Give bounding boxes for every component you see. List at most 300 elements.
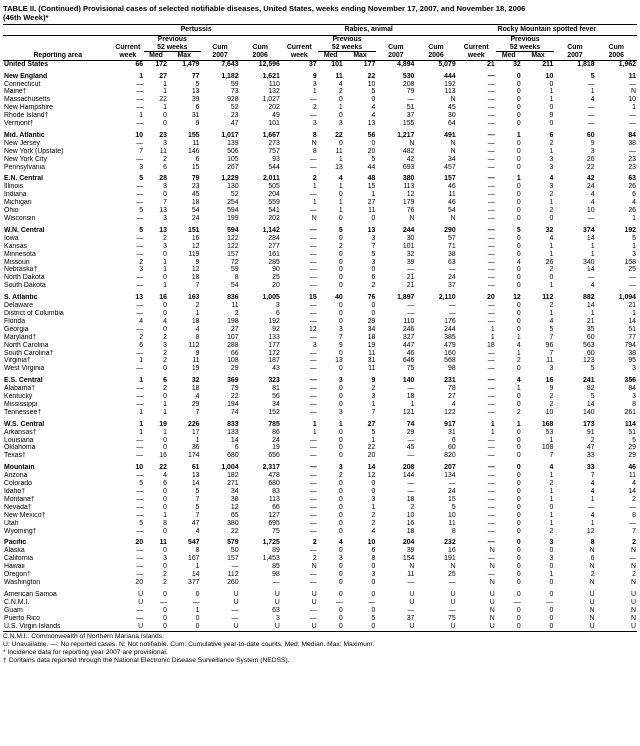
value-cell: 24 — [272, 436, 280, 444]
value-cell: N — [631, 547, 636, 555]
value-cell: — — [487, 120, 495, 128]
value-cell: 244 — [444, 325, 456, 333]
table-row — [3, 488, 637, 496]
value-cell: 385 — [444, 333, 456, 341]
table-row — [3, 472, 637, 480]
value-cell: 23 — [628, 163, 636, 171]
value-cell: 77 — [191, 72, 200, 80]
value-cell: 5 — [549, 325, 554, 333]
value-cell: — — [587, 503, 595, 511]
value-cell: 23 — [230, 112, 239, 120]
value-cell: 101 — [331, 60, 343, 68]
value-cell: 0 — [516, 96, 521, 104]
value-cell: — — [487, 408, 495, 416]
value-cell: — — [309, 266, 317, 274]
value-cell: — — [487, 274, 495, 282]
value-cell: 202 — [268, 104, 280, 112]
reporting-area-cell: Georgia — [4, 325, 29, 333]
value-cell: — — [309, 614, 317, 622]
table-row — [3, 401, 637, 409]
value-cell: 7 — [163, 199, 167, 207]
value-cell: 2 — [632, 539, 636, 547]
value-cell: 5 — [338, 226, 343, 234]
value-cell: 13 — [159, 207, 167, 215]
value-cell: 1 — [549, 488, 554, 495]
value-cell: — — [309, 571, 317, 579]
value-cell: — — [309, 472, 317, 480]
value-cell: 24 — [586, 183, 595, 191]
value-cell: 4 — [549, 317, 554, 325]
value-cell: 1 — [139, 420, 144, 428]
value-cell: N — [631, 606, 636, 614]
value-cell: — — [231, 563, 239, 571]
value-cell: — — [487, 503, 495, 511]
value-cell: 285 — [268, 258, 280, 266]
value-cell: 3 — [338, 408, 343, 416]
table-row — [3, 591, 637, 599]
value-cell: 160 — [444, 349, 456, 357]
value-cell: 1,897 — [397, 294, 415, 302]
value-cell: 2 — [632, 495, 636, 503]
value-cell: 22 — [230, 393, 239, 401]
value-cell: 0 — [516, 215, 521, 222]
value-cell: 1 — [549, 436, 554, 444]
value-cell: — — [487, 80, 495, 88]
table-row — [3, 555, 637, 563]
value-cell: — — [309, 309, 317, 317]
value-cell: 5 — [371, 155, 376, 163]
value-cell: 1 — [549, 199, 554, 207]
value-cell: 0 — [516, 155, 521, 163]
value-cell: 0 — [549, 120, 554, 128]
value-cell: 14 — [367, 464, 376, 472]
value-cell: — — [487, 226, 495, 234]
value-cell: U — [274, 590, 280, 598]
value-cell: 0 — [516, 80, 521, 88]
table-row — [3, 81, 637, 89]
value-cell: N — [450, 147, 456, 155]
value-cell: — — [309, 511, 317, 519]
value-cell: — — [136, 139, 144, 147]
table-row-region — [3, 132, 637, 140]
reporting-area-cell: Idaho† — [4, 488, 26, 495]
header-pertussis: Pertussis — [112, 25, 281, 36]
value-cell: — — [487, 539, 495, 547]
value-cell: 0 — [338, 480, 343, 488]
value-cell: 20 — [487, 294, 495, 302]
value-cell: 14 — [191, 571, 200, 579]
reporting-area-cell: New York City — [4, 155, 47, 163]
value-cell: 0 — [516, 622, 521, 630]
value-cell: 51 — [406, 104, 415, 112]
value-cell: 820 — [444, 452, 456, 460]
value-cell: 7 — [549, 452, 554, 460]
table-row-region — [3, 73, 637, 81]
value-cell: — — [309, 436, 317, 444]
value-cell: U — [311, 622, 317, 630]
value-cell: 122 — [444, 408, 456, 416]
table-row — [3, 282, 637, 290]
value-cell: 2 — [163, 333, 167, 341]
value-cell: 34 — [230, 488, 239, 495]
value-cell: 155 — [188, 131, 200, 139]
value-cell: 0 — [516, 183, 521, 191]
value-cell: 0 — [338, 385, 343, 393]
value-cell: 3 — [312, 341, 317, 349]
table-row — [3, 243, 637, 251]
value-cell: 1 — [195, 606, 200, 614]
value-cell: 0 — [516, 365, 521, 373]
value-cell: 1 — [516, 333, 521, 341]
value-cell: — — [448, 302, 456, 310]
value-cell: N — [631, 563, 636, 571]
header-rabies-animal: Rabies, animal — [281, 25, 457, 36]
value-cell: 0 — [163, 250, 167, 258]
value-cell: — — [487, 234, 495, 242]
table-row — [3, 385, 637, 393]
value-cell: 1 — [516, 131, 521, 139]
reporting-area-cell: Florida — [4, 317, 26, 325]
value-cell: 0 — [338, 96, 343, 104]
value-cell: 7,643 — [221, 60, 239, 68]
value-cell: — — [136, 614, 144, 622]
value-cell: — — [407, 606, 415, 614]
value-cell: 0 — [516, 302, 521, 310]
table-row — [3, 274, 637, 282]
value-cell: — — [487, 464, 495, 472]
value-cell: 3 — [371, 234, 376, 242]
value-cell: — — [136, 282, 144, 290]
value-cell: 0 — [516, 555, 521, 563]
table-row — [3, 496, 637, 504]
table-row — [3, 148, 637, 156]
value-cell: 0 — [163, 365, 167, 373]
value-cell: 11 — [628, 472, 636, 480]
value-cell: — — [136, 503, 144, 511]
value-cell: 0 — [338, 349, 343, 357]
table-row — [3, 607, 637, 615]
value-cell: — — [136, 274, 144, 282]
value-cell: 8 — [163, 519, 167, 527]
reporting-area-cell: Alaska — [4, 547, 25, 555]
value-cell: 192 — [624, 226, 636, 234]
table-title-line2: (46th Week)* — [3, 13, 49, 22]
value-cell: 3 — [163, 215, 167, 222]
value-cell: 7 — [195, 282, 200, 290]
value-cell: 1 — [490, 428, 495, 436]
value-cell: — — [335, 598, 343, 606]
reporting-area-cell: Connecticut — [4, 80, 41, 88]
value-cell: — — [487, 163, 495, 171]
value-cell: 6 — [139, 341, 144, 349]
value-cell: 8 — [312, 131, 317, 139]
value-cell: 7 — [195, 495, 200, 503]
value-cell: 0 — [338, 503, 343, 511]
value-cell: 9 — [195, 120, 200, 128]
reporting-area-cell: U.S. Virgin Islands — [4, 622, 61, 630]
value-cell: 1 — [549, 282, 554, 290]
reporting-area-cell: W.S. Central — [4, 420, 45, 428]
value-cell: — — [309, 527, 317, 535]
value-cell: 29 — [628, 444, 636, 452]
value-cell: 60 — [586, 333, 595, 341]
value-cell: 1,667 — [262, 131, 280, 139]
value-cell: 2,110 — [438, 294, 456, 302]
value-cell: 37 — [406, 614, 415, 622]
value-cell: 119 — [188, 250, 200, 258]
value-cell: — — [309, 547, 317, 555]
value-cell: 0 — [338, 234, 343, 242]
value-cell: 0 — [371, 480, 376, 488]
value-cell: 14 — [586, 234, 595, 242]
value-cell: 1 — [338, 420, 343, 428]
value-cell: — — [629, 282, 636, 290]
value-cell: 6 — [234, 444, 239, 452]
value-cell: 656 — [268, 452, 280, 460]
value-cell: — — [136, 242, 144, 250]
value-cell: 693 — [402, 163, 415, 171]
value-cell: 0 — [516, 527, 521, 535]
value-cell: 340 — [583, 258, 595, 266]
value-cell: 29 — [628, 452, 636, 460]
table-row — [3, 207, 637, 215]
table-header — [3, 25, 637, 61]
value-cell: 10 — [447, 511, 456, 519]
value-cell: 4 — [371, 112, 376, 120]
value-cell: 3 — [338, 377, 343, 385]
header-2006: 2006 — [415, 52, 456, 61]
value-cell: — — [136, 571, 144, 579]
value-cell: 172 — [155, 60, 167, 68]
value-cell: 1 — [163, 258, 167, 266]
value-cell: 8 — [234, 274, 239, 282]
value-cell: 2 — [632, 571, 636, 579]
value-cell: — — [487, 147, 495, 155]
value-cell: 0 — [371, 215, 376, 222]
value-cell: 101 — [402, 242, 415, 250]
value-cell: 2 — [516, 408, 521, 416]
value-cell: 14 — [230, 436, 239, 444]
value-cell: 105 — [227, 155, 239, 163]
value-cell: 130 — [227, 183, 239, 191]
value-cell: 0 — [516, 571, 521, 579]
value-cell: 14 — [586, 266, 595, 274]
value-cell: 1,027 — [262, 96, 280, 104]
value-cell: U — [631, 622, 636, 630]
value-cell: 40 — [335, 294, 343, 302]
value-cell: 0 — [338, 488, 343, 495]
value-cell: 273 — [268, 139, 280, 147]
value-cell: — — [448, 480, 456, 488]
value-cell: — — [487, 357, 495, 365]
value-cell: 1 — [338, 199, 343, 207]
value-cell: — — [487, 571, 495, 579]
value-cell: 57 — [447, 234, 456, 242]
reporting-area-cell: C.N.M.I. — [4, 598, 30, 606]
value-cell: — — [136, 495, 144, 503]
value-cell: 757 — [268, 147, 280, 155]
value-cell: 34 — [447, 155, 456, 163]
value-cell: 11 — [368, 349, 376, 357]
value-cell: 4 — [195, 325, 200, 333]
value-cell: — — [309, 488, 317, 495]
reporting-area-cell: W.N. Central — [4, 226, 45, 234]
value-cell: 579 — [227, 539, 239, 547]
reporting-area-cell: Colorado — [4, 480, 32, 488]
value-cell: 18 — [406, 495, 415, 503]
value-cell: 4 — [632, 199, 636, 207]
value-cell: 1,142 — [262, 226, 280, 234]
header-current: Current — [463, 43, 489, 51]
value-cell: 1 — [549, 519, 554, 527]
table-row — [3, 512, 637, 520]
value-cell: 32 — [191, 377, 200, 385]
value-cell: 0 — [371, 590, 376, 598]
reporting-area-cell: E.N. Central — [4, 175, 44, 183]
value-cell: 1 — [549, 571, 554, 579]
value-cell: — — [487, 266, 495, 274]
value-cell: 123 — [583, 357, 595, 365]
value-cell: 187 — [268, 357, 280, 365]
value-cell: 0 — [338, 452, 343, 460]
value-cell: 2 — [371, 511, 376, 519]
value-cell: 20 — [135, 578, 144, 586]
value-cell: 37 — [406, 112, 415, 120]
value-cell: 0 — [516, 191, 521, 199]
value-cell: 547 — [188, 539, 200, 547]
value-cell: 0 — [163, 590, 167, 598]
value-cell: 267 — [227, 163, 239, 171]
value-cell: 66 — [230, 349, 239, 357]
value-cell: 1 — [549, 309, 554, 317]
value-cell: 327 — [402, 333, 415, 341]
value-cell: — — [309, 302, 317, 310]
value-cell: 0 — [163, 309, 167, 317]
value-cell: 563 — [583, 341, 595, 349]
value-cell: 4 — [549, 464, 554, 472]
value-cell: 2 — [163, 571, 167, 579]
value-cell: 5 — [516, 226, 521, 234]
value-cell: 79 — [191, 175, 200, 183]
value-cell: 10 — [628, 96, 636, 104]
table-row-region — [3, 421, 637, 429]
value-cell: U — [631, 598, 636, 606]
value-cell: 4 — [516, 258, 521, 266]
value-cell: 4 — [590, 511, 595, 519]
value-cell: 5 — [371, 428, 376, 436]
header-week: week — [281, 52, 318, 61]
value-cell: 506 — [227, 147, 239, 155]
value-cell: 5 — [195, 488, 200, 495]
table-row-region — [3, 539, 637, 547]
table-row — [3, 520, 637, 528]
value-cell: 4 — [338, 539, 343, 547]
table-row — [3, 452, 637, 460]
value-cell: 0 — [549, 104, 554, 112]
value-cell: 3 — [549, 365, 554, 373]
header-52-weeks: 52 weeks — [318, 44, 377, 52]
value-cell: — — [136, 104, 144, 112]
reporting-area-cell: New York (Upstate) — [4, 147, 64, 155]
value-cell: — — [136, 349, 144, 357]
value-cell: 38 — [628, 139, 636, 147]
value-cell: 3 — [163, 183, 167, 191]
value-cell: 23 — [159, 131, 167, 139]
value-cell: 11 — [159, 147, 167, 155]
header-52-weeks: 52 weeks — [496, 44, 555, 52]
value-cell: — — [309, 207, 317, 215]
value-cell: — — [309, 606, 317, 614]
value-cell: 6 — [163, 163, 167, 171]
value-cell: 38 — [447, 250, 456, 258]
value-cell: 46 — [406, 349, 415, 357]
value-cell: 530 — [402, 72, 415, 80]
value-cell: 0 — [516, 511, 521, 519]
value-cell: 5 — [371, 614, 376, 622]
value-cell: 11 — [407, 571, 415, 579]
value-cell: 6 — [549, 131, 554, 139]
value-cell: 4 — [549, 234, 554, 242]
value-cell: 1 — [195, 563, 200, 571]
value-cell: 290 — [444, 226, 456, 234]
value-cell: 96 — [545, 341, 554, 349]
value-cell: 5 — [139, 207, 144, 215]
value-cell: — — [546, 598, 554, 606]
value-cell: 5 — [139, 480, 144, 488]
value-cell: 5 — [632, 234, 636, 242]
value-cell: 11 — [192, 139, 200, 147]
table-row-region — [3, 464, 637, 472]
value-cell: — — [448, 578, 456, 586]
value-cell: 46 — [447, 183, 456, 191]
value-cell: 2 — [163, 155, 167, 163]
value-cell: — — [487, 131, 495, 139]
value-cell: N — [489, 606, 495, 614]
value-cell: 108 — [227, 357, 239, 365]
value-cell: 2 — [163, 234, 167, 242]
reporting-area-cell: Ohio — [4, 207, 19, 215]
table-row-region — [3, 175, 637, 183]
value-cell: 73 — [230, 88, 239, 96]
value-cell: 10 — [545, 408, 554, 416]
value-cell: 13 — [367, 226, 376, 234]
table-row — [3, 547, 637, 555]
value-cell: 0 — [163, 436, 167, 444]
value-cell: — — [487, 72, 495, 80]
value-cell: 695 — [268, 519, 280, 527]
value-cell: 1,094 — [618, 294, 636, 302]
value-cell: U — [138, 622, 144, 630]
header-current: Current — [115, 43, 141, 51]
value-cell: 7 — [195, 511, 200, 519]
value-cell: 90 — [272, 266, 280, 274]
table-row — [3, 266, 637, 274]
table-row — [3, 302, 637, 310]
value-cell: — — [629, 120, 636, 128]
table-row — [3, 571, 637, 579]
value-cell: 1 — [490, 333, 495, 341]
value-cell: 1 — [549, 88, 554, 96]
value-cell: 0 — [371, 96, 376, 104]
value-cell: — — [448, 606, 456, 614]
footnote-legend: U: Unavailable. —: No reported cases. N: Not notifiable. Cum: Cumulative year-to-date counts. Med: Median. Max: Maximum. — [3, 641, 375, 649]
value-cell: 0 — [516, 242, 521, 250]
reporting-area-cell: Vermont† — [4, 120, 34, 128]
value-cell: N — [450, 563, 456, 571]
value-cell: 0 — [163, 191, 167, 199]
value-cell: 110 — [403, 317, 415, 325]
value-cell: 0 — [338, 511, 343, 519]
